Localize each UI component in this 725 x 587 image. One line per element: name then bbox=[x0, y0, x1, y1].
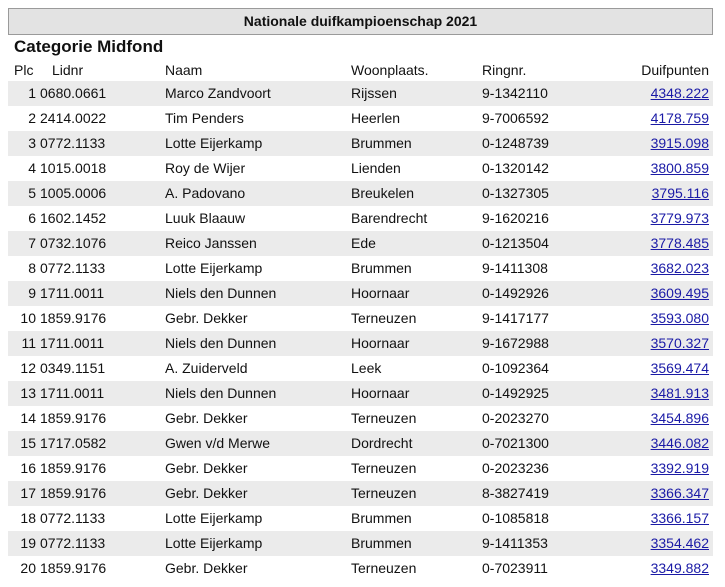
cell-duifpunten bbox=[651, 331, 709, 356]
header-naam: Naam bbox=[165, 62, 203, 78]
header-woonplaats: Woonplaats. bbox=[351, 62, 429, 78]
duifpunten-link[interactable]: 3682.023 bbox=[650, 260, 709, 276]
cell-ringnr: 0-1492925 bbox=[482, 385, 549, 401]
duifpunten-link[interactable]: 4348.222 bbox=[650, 85, 709, 101]
cell-lidnr: 1602.1452 bbox=[40, 210, 107, 226]
cell-duifpunten bbox=[651, 506, 709, 531]
cell-plc: 11 bbox=[21, 335, 36, 351]
cell-woonplaats: Barendrecht bbox=[351, 210, 428, 226]
cell-duifpunten bbox=[651, 81, 709, 106]
cell-lidnr: 2414.0022 bbox=[40, 110, 107, 126]
cell-plc: 3 bbox=[28, 135, 36, 151]
cell-plc: 14 bbox=[20, 410, 36, 426]
cell-ringnr: 9-1672988 bbox=[482, 335, 549, 351]
table-row bbox=[8, 256, 713, 281]
cell-woonplaats: Heerlen bbox=[351, 110, 401, 126]
cell-duifpunten bbox=[651, 556, 709, 581]
table-row bbox=[8, 156, 713, 181]
cell-duifpunten bbox=[651, 381, 709, 406]
cell-lidnr: 0772.1133 bbox=[40, 260, 106, 276]
duifpunten-link[interactable]: 3454.896 bbox=[650, 410, 709, 426]
cell-naam: Tim Penders bbox=[165, 110, 244, 126]
table-row bbox=[8, 381, 713, 406]
cell-woonplaats: Terneuzen bbox=[351, 560, 417, 576]
cell-woonplaats: Terneuzen bbox=[351, 410, 417, 426]
cell-plc: 5 bbox=[28, 185, 36, 201]
cell-ringnr: 9-7006592 bbox=[482, 110, 549, 126]
cell-lidnr: 1859.9176 bbox=[40, 485, 107, 501]
table-row bbox=[8, 206, 713, 231]
duifpunten-link[interactable]: 3570.327 bbox=[650, 335, 709, 351]
cell-woonplaats: Hoornaar bbox=[351, 335, 410, 351]
cell-duifpunten bbox=[651, 131, 709, 156]
duifpunten-link[interactable]: 3354.462 bbox=[650, 535, 709, 551]
cell-naam: Lotte Eijerkamp bbox=[165, 135, 263, 151]
cell-plc: 16 bbox=[20, 460, 36, 476]
cell-lidnr: 0772.1133 bbox=[40, 510, 106, 526]
cell-woonplaats: Breukelen bbox=[351, 185, 415, 201]
duifpunten-link[interactable]: 4178.759 bbox=[650, 110, 709, 126]
cell-ringnr: 8-3827419 bbox=[482, 485, 549, 501]
cell-woonplaats: Hoornaar bbox=[351, 285, 410, 301]
cell-lidnr: 1015.0018 bbox=[40, 160, 107, 176]
category-heading: Categorie Midfond bbox=[14, 37, 164, 56]
cell-naam: A. Padovano bbox=[165, 185, 246, 201]
header-lidnr: Lidnr bbox=[52, 62, 84, 78]
cell-ringnr: 0-7023911 bbox=[482, 560, 548, 576]
cell-naam: Niels den Dunnen bbox=[165, 335, 277, 351]
table-row bbox=[8, 481, 713, 506]
cell-duifpunten bbox=[651, 281, 709, 306]
duifpunten-link[interactable]: 3795.116 bbox=[651, 185, 709, 201]
duifpunten-link[interactable]: 3569.474 bbox=[650, 360, 709, 376]
cell-ringnr: 9-1342110 bbox=[482, 85, 548, 101]
table-row bbox=[8, 556, 713, 581]
table-row bbox=[8, 81, 713, 106]
cell-woonplaats: Brummen bbox=[351, 535, 412, 551]
header-ringnr: Ringnr. bbox=[482, 62, 527, 78]
cell-woonplaats: Terneuzen bbox=[351, 310, 417, 326]
cell-duifpunten bbox=[651, 431, 709, 456]
cell-duifpunten bbox=[651, 531, 709, 556]
duifpunten-link[interactable]: 3366.157 bbox=[650, 510, 709, 526]
duifpunten-link[interactable]: 3778.485 bbox=[650, 235, 709, 251]
cell-duifpunten bbox=[651, 356, 709, 381]
duifpunten-link[interactable]: 3800.859 bbox=[650, 160, 709, 176]
table-row bbox=[8, 181, 713, 206]
cell-ringnr: 0-7021300 bbox=[482, 435, 549, 451]
cell-lidnr: 1711.0011 bbox=[40, 385, 105, 401]
cell-woonplaats: Rijssen bbox=[351, 85, 397, 101]
cell-duifpunten bbox=[652, 181, 709, 206]
cell-plc: 6 bbox=[28, 210, 36, 226]
table-row bbox=[8, 431, 713, 456]
cell-woonplaats: Brummen bbox=[351, 135, 412, 151]
duifpunten-link[interactable]: 3915.098 bbox=[650, 135, 709, 151]
cell-ringnr: 0-1085818 bbox=[482, 510, 549, 526]
cell-naam: Reico Janssen bbox=[165, 235, 257, 251]
cell-lidnr: 0732.1076 bbox=[40, 235, 107, 251]
cell-duifpunten bbox=[651, 106, 709, 131]
cell-plc: 8 bbox=[28, 260, 36, 276]
cell-lidnr: 0772.1133 bbox=[40, 135, 106, 151]
cell-lidnr: 0680.0661 bbox=[40, 85, 107, 101]
cell-naam: Gebr. Dekker bbox=[165, 410, 248, 426]
cell-plc: 20 bbox=[20, 560, 36, 576]
cell-woonplaats: Brummen bbox=[351, 260, 412, 276]
cell-lidnr: 1859.9176 bbox=[40, 410, 107, 426]
cell-plc: 1 bbox=[28, 85, 36, 101]
cell-plc: 4 bbox=[28, 160, 36, 176]
cell-plc: 2 bbox=[28, 110, 36, 126]
table-row bbox=[8, 331, 713, 356]
table-row bbox=[8, 281, 713, 306]
cell-naam: Niels den Dunnen bbox=[165, 385, 277, 401]
cell-lidnr: 1859.9176 bbox=[40, 310, 107, 326]
cell-plc: 13 bbox=[20, 385, 36, 401]
cell-ringnr: 0-1327305 bbox=[482, 185, 549, 201]
cell-naam: A. Zuiderveld bbox=[165, 360, 248, 376]
duifpunten-link[interactable]: 3366.347 bbox=[650, 485, 709, 501]
cell-ringnr: 0-2023236 bbox=[482, 460, 549, 476]
table-row bbox=[8, 306, 713, 331]
cell-naam: Lotte Eijerkamp bbox=[165, 260, 263, 276]
cell-lidnr: 1717.0582 bbox=[40, 435, 107, 451]
cell-plc: 12 bbox=[20, 360, 36, 376]
table-row bbox=[8, 106, 713, 131]
cell-plc: 19 bbox=[20, 535, 36, 551]
duifpunten-link[interactable]: 3349.882 bbox=[650, 560, 709, 576]
cell-lidnr: 0349.1151 bbox=[40, 360, 106, 376]
cell-woonplaats: Brummen bbox=[351, 510, 412, 526]
cell-plc: 18 bbox=[20, 510, 36, 526]
duifpunten-link[interactable]: 3779.973 bbox=[650, 210, 709, 226]
duifpunten-link[interactable]: 3392.919 bbox=[650, 460, 709, 476]
cell-duifpunten bbox=[651, 256, 709, 281]
cell-ringnr: 9-1620216 bbox=[482, 210, 549, 226]
table-row bbox=[8, 356, 713, 381]
cell-woonplaats: Lienden bbox=[351, 160, 401, 176]
cell-naam: Luuk Blaauw bbox=[165, 210, 246, 226]
cell-lidnr: 1711.0011 bbox=[40, 335, 105, 351]
cell-naam: Gwen v/d Merwe bbox=[165, 435, 271, 451]
cell-woonplaats: Terneuzen bbox=[351, 460, 417, 476]
cell-naam: Gebr. Dekker bbox=[165, 460, 248, 476]
cell-lidnr: 1859.9176 bbox=[40, 560, 107, 576]
cell-lidnr: 0772.1133 bbox=[40, 535, 106, 551]
cell-naam: Marco Zandvoort bbox=[165, 85, 271, 101]
cell-ringnr: 0-2023270 bbox=[482, 410, 549, 426]
cell-duifpunten bbox=[651, 231, 709, 256]
cell-woonplaats: Hoornaar bbox=[351, 385, 410, 401]
cell-ringnr: 9-1411308 bbox=[482, 260, 548, 276]
table-row bbox=[8, 531, 713, 556]
cell-plc: 7 bbox=[28, 235, 36, 251]
cell-ringnr: 9-1411353 bbox=[482, 535, 548, 551]
table-header bbox=[8, 59, 713, 81]
cell-lidnr: 1711.0011 bbox=[40, 285, 105, 301]
cell-naam: Gebr. Dekker bbox=[165, 310, 248, 326]
table-row bbox=[8, 131, 713, 156]
cell-duifpunten bbox=[651, 406, 709, 431]
cell-lidnr: 1005.0006 bbox=[40, 185, 107, 201]
cell-duifpunten bbox=[651, 481, 709, 506]
cell-ringnr: 0-1492926 bbox=[482, 285, 549, 301]
results-table-body bbox=[8, 81, 713, 581]
cell-ringnr: 0-1320142 bbox=[482, 160, 549, 176]
cell-woonplaats: Ede bbox=[351, 235, 376, 251]
cell-ringnr: 0-1248739 bbox=[482, 135, 549, 151]
cell-duifpunten bbox=[651, 206, 709, 231]
header-plc: Plc bbox=[14, 62, 34, 78]
cell-plc: 15 bbox=[20, 435, 36, 451]
cell-ringnr: 0-1213504 bbox=[482, 235, 549, 251]
duifpunten-link[interactable]: 3609.495 bbox=[650, 285, 709, 301]
table-row bbox=[8, 506, 713, 531]
table-row bbox=[8, 406, 713, 431]
cell-plc: 17 bbox=[20, 485, 36, 501]
cell-duifpunten bbox=[651, 156, 709, 181]
header-duifpunten: Duifpunten bbox=[641, 62, 709, 78]
cell-ringnr: 0-1092364 bbox=[482, 360, 549, 376]
cell-duifpunten bbox=[651, 456, 709, 481]
cell-naam: Lotte Eijerkamp bbox=[165, 510, 263, 526]
cell-plc: 9 bbox=[28, 285, 36, 301]
cell-naam: Roy de Wijer bbox=[165, 160, 246, 176]
cell-plc: 10 bbox=[20, 310, 36, 326]
page-title: Nationale duifkampioenschap 2021 bbox=[8, 8, 713, 35]
cell-woonplaats: Leek bbox=[351, 360, 382, 376]
cell-naam: Lotte Eijerkamp bbox=[165, 535, 263, 551]
cell-duifpunten bbox=[651, 306, 709, 331]
duifpunten-link[interactable]: 3593.080 bbox=[650, 310, 709, 326]
table-row bbox=[8, 456, 713, 481]
duifpunten-link[interactable]: 3446.082 bbox=[650, 435, 709, 451]
table-row bbox=[8, 231, 713, 256]
cell-woonplaats: Terneuzen bbox=[351, 485, 417, 501]
cell-naam: Gebr. Dekker bbox=[165, 560, 248, 576]
cell-ringnr: 9-1417177 bbox=[482, 310, 549, 326]
cell-naam: Gebr. Dekker bbox=[165, 485, 248, 501]
duifpunten-link[interactable]: 3481.913 bbox=[650, 385, 709, 401]
cell-woonplaats: Dordrecht bbox=[351, 435, 413, 451]
cell-lidnr: 1859.9176 bbox=[40, 460, 107, 476]
cell-naam: Niels den Dunnen bbox=[165, 285, 277, 301]
results-page bbox=[8, 8, 713, 581]
